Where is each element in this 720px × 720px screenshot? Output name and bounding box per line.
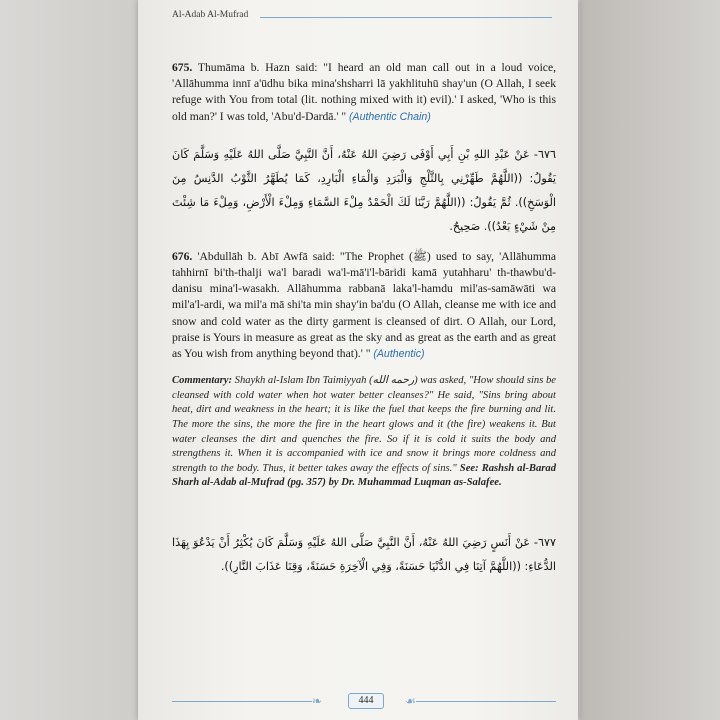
hadith-675-grade: (Authentic Chain) xyxy=(348,110,431,123)
page-number: 444 xyxy=(348,693,384,709)
hadith-675-text: Thumāma b. Hazn said: "I heard an old man call out in a loud voice, 'Allāhumma innī a'ūdhu bika mina'shsharri lā yakhlituhū shay'un (O Allah, I seek refuge with You from total (lit. nothing mixed with it) evil).' I asked, 'Who is this old man?' I was told, 'Abu'd-Dardā.' " xyxy=(172,61,556,123)
page-footer xyxy=(172,690,556,712)
running-head xyxy=(172,10,552,26)
background-surface-left xyxy=(0,0,140,720)
hadith-676-text: 'Abdullāh b. Abī Awfā said: "The Prophet (ﷺ) used to say, 'Allāhumma tahhirnī bi'th-thalji wa'l baradi wa'l-mā'i'l-bāridi kamā yutahharu' th-thawbu'd-danisu mina'l-wasakh. Allāhumma rabbanā laka'l-hamdu mil'as-samāwāti wa mil'a'l-ardi, wa mil'a mā shi'ta min shay'in ba'du (O Allah, cleanse me with ice and snow and cold water as the dirty garment is cleansed of dirt. O Allah, our Lord, praise is Yours in measure as great as the sky and as great as the earth and as great as You wish from anything beyond that).' " xyxy=(172,249,557,361)
commentary-see-label: See: xyxy=(459,462,479,474)
running-head-rule xyxy=(260,17,552,18)
footer-rule-right xyxy=(416,701,556,702)
footer-rule-left xyxy=(172,701,312,702)
running-head-title: Al-Adab Al-Mufrad xyxy=(172,10,249,20)
hadith-676 xyxy=(172,249,556,362)
ornament-right-icon: ☙ xyxy=(405,694,416,708)
hadith-676-grade: (Authentic) xyxy=(373,348,425,361)
page-content xyxy=(172,60,556,579)
book-page xyxy=(138,0,578,720)
commentary-source: Rashsh al-Barad Sharh al-Adab al-Mufrad (pg. 357) by Dr. Muhammad Luqman as-Salafee. xyxy=(172,462,556,489)
ornament-left-icon: ❧ xyxy=(312,694,323,708)
hadith-676-number: 676. xyxy=(172,249,193,263)
arabic-text-676: ٦٧٦- عَنْ عَبْدِ اللهِ بْنِ أَبِي أَوْفَى رَضِيَ اللهُ عَنْهُ، أَنَّ النَّبِيَّ صَلَّى اللهُ عَلَيْهِ وَسَلَّمَ كَانَ يَقُولُ: ((اللَّهُمَّ طَهِّرْنِي بِالثَّلْجِ وَالْبَرَدِ وَالْمَاءِ الْبَارِدِ، كَمَا يُطَهَّرُ الثَّوْبُ الدَّنِسُ مِنَ الْوَسَخِ)). ثُمَّ يَقُولُ: ((اللَّهُمَّ رَبَّنَا لَكَ الْحَمْدُ مِلْءَ السَّمَاءِ وَمِلْءَ الْأَرْضِ، وَمِلْءَ مَا شِئْتَ مِنْ شَيْءٍ بَعْدُ)). صَحِيحٌ. xyxy=(172,147,556,233)
hadith-675 xyxy=(172,60,556,125)
arabic-text-677: ٦٧٧- عَنْ أَنَسٍ رَضِيَ اللهُ عَنْهُ، أَنَّ النَّبِيَّ صَلَّى اللهُ عَلَيْهِ وَسَلَّمَ كَانَ يُكْثِرُ أَنْ يَدْعُوَ بِهَذَا الدُّعَاءِ: ((اللَّهُمَّ آتِنَا فِي الدُّنْيَا حَسَنَةً، وَفِي الْآخِرَةِ حَسَنَةً، وَقِنَا عَذَابَ النَّارِ)). xyxy=(172,535,556,573)
hadith-675-number: 675. xyxy=(172,61,193,74)
commentary xyxy=(172,374,556,491)
background-surface-right xyxy=(580,0,720,720)
commentary-label: Commentary: xyxy=(172,375,233,387)
commentary-body: Shaykh al-Islam Ibn Taimiyyah (رحمه الله) was asked, "How should sins be cleansed with cold water when hot water better cleanses?" He said, "Sins bring about heat, dirt and weakness in the heart; it is like the fuel that keeps the fire burning and lit. The more the sins, the more the fire in the heart glows and it (the fire) weakens it. But water cleanses the dirt and quenches the fire. So if it is cold it suits the body and strengthens it. When it is accompanied with ice and snow it brings more coldness and strength to the body. Thus, it better takes away the effects of sins." xyxy=(172,375,556,474)
